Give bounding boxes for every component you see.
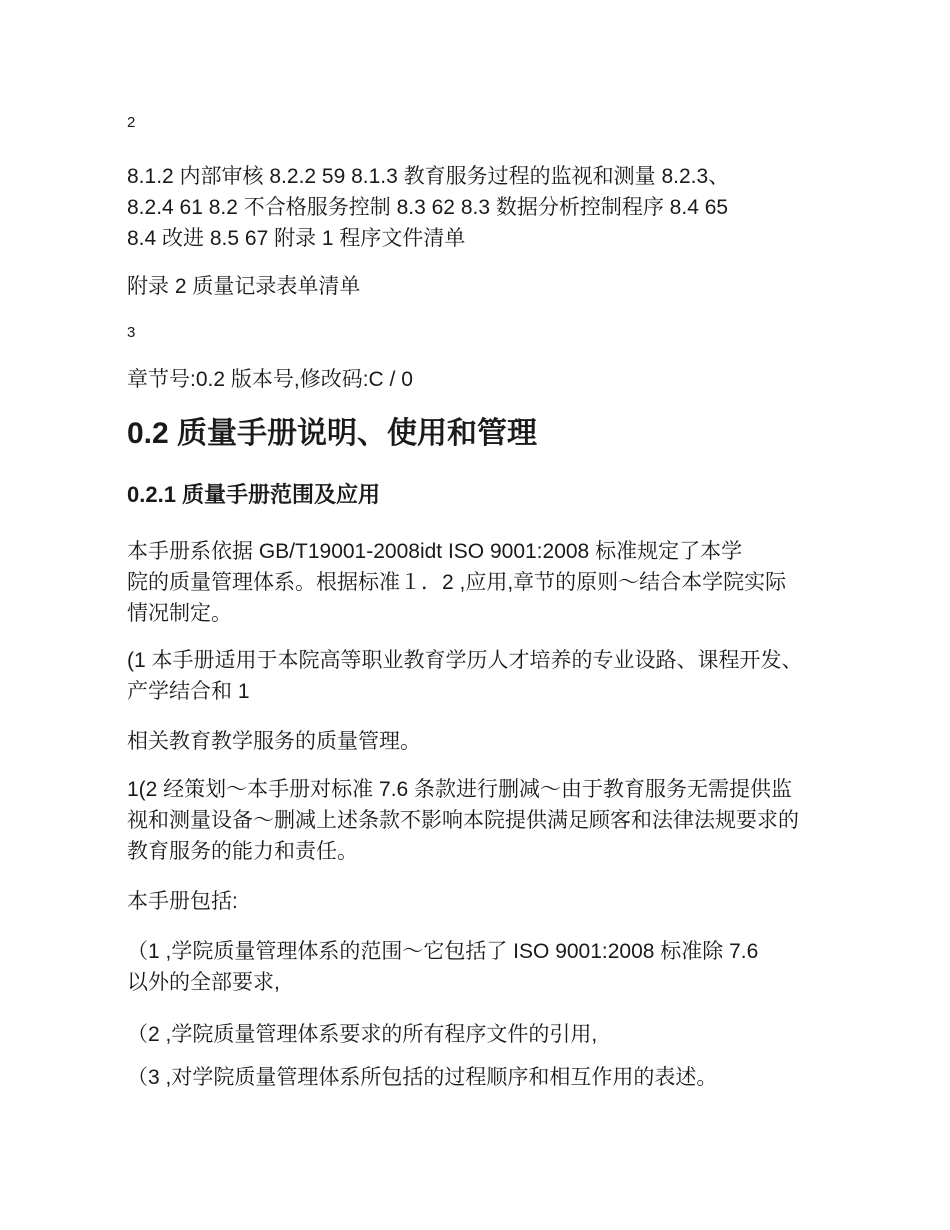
paragraph-line: 以外的全部要求, <box>127 971 280 994</box>
toc-tail-line: 8.1.2 内部审核 8.2.2 59 8.1.3 教育服务过程的监视和测量 8.2.3、 <box>127 165 730 188</box>
page-number-3: 3 <box>127 324 136 341</box>
paragraph-exclusion <box>127 774 830 867</box>
section-meta-line: 章节号:0.2 版本号,修改码:C / 0 <box>127 368 413 391</box>
paragraph-line: (1 本手册适用于本院高等职业教育学历人才培养的专业设路、课程开发、 <box>127 649 803 672</box>
paragraph-line: 情况制定。 <box>127 602 232 625</box>
paragraph-line: 产学结合和 1 <box>127 680 250 703</box>
include-item-3: （3 ,对学院质量管理体系所包括的过程顺序和相互作用的表述。 <box>127 1066 718 1089</box>
include-item-2: （2 ,学院质量管理体系要求的所有程序文件的引用, <box>127 1023 598 1046</box>
section-heading-main: 0.2 质量手册说明、使用和管理 <box>127 417 538 450</box>
appendix-2-line: 附录 2 质量记录表单清单 <box>127 275 361 298</box>
paragraph-line: 教育服务的能力和责任。 <box>127 840 358 863</box>
paragraph-line: 本手册系依据 GB/T19001-2008idt ISO 9001:2008 标准规定了本学 <box>127 540 743 563</box>
toc-tail-line: 8.2.4 61 8.2 不合格服务控制 8.3 62 8.3 数据分析控制程序 8.4 65 <box>127 196 729 219</box>
toc-tail-line: 8.4 改进 8.5 67 附录 1 程序文件清单 <box>127 227 466 250</box>
page-number-2: 2 <box>127 114 136 131</box>
include-item-1 <box>127 936 830 998</box>
toc-tail-paragraph <box>127 161 830 254</box>
paragraph-scope <box>127 645 830 707</box>
paragraph-basis <box>127 536 830 629</box>
paragraph-line: 视和测量设备～删减上述条款不影响本院提供满足顾客和法律法规要求的 <box>127 809 799 832</box>
paragraph-line: 1(2 经策划～本手册对标准 7.6 条款进行删减～由于教育服务无需提供监 <box>127 778 793 801</box>
paragraph-includes-intro: 本手册包括: <box>127 890 238 913</box>
paragraph-line: 院的质量管理体系。根据标准１．2 ,应用,章节的原则～结合本学院实际 <box>127 571 787 594</box>
paragraph-scope-continuation: 相关教育教学服务的质量管理。 <box>127 730 421 753</box>
paragraph-line: （1 ,学院质量管理体系的范围～它包括了 ISO 9001:2008 标准除 7.6 <box>127 940 759 963</box>
section-heading-sub: 0.2.1 质量手册范围及应用 <box>127 482 381 507</box>
